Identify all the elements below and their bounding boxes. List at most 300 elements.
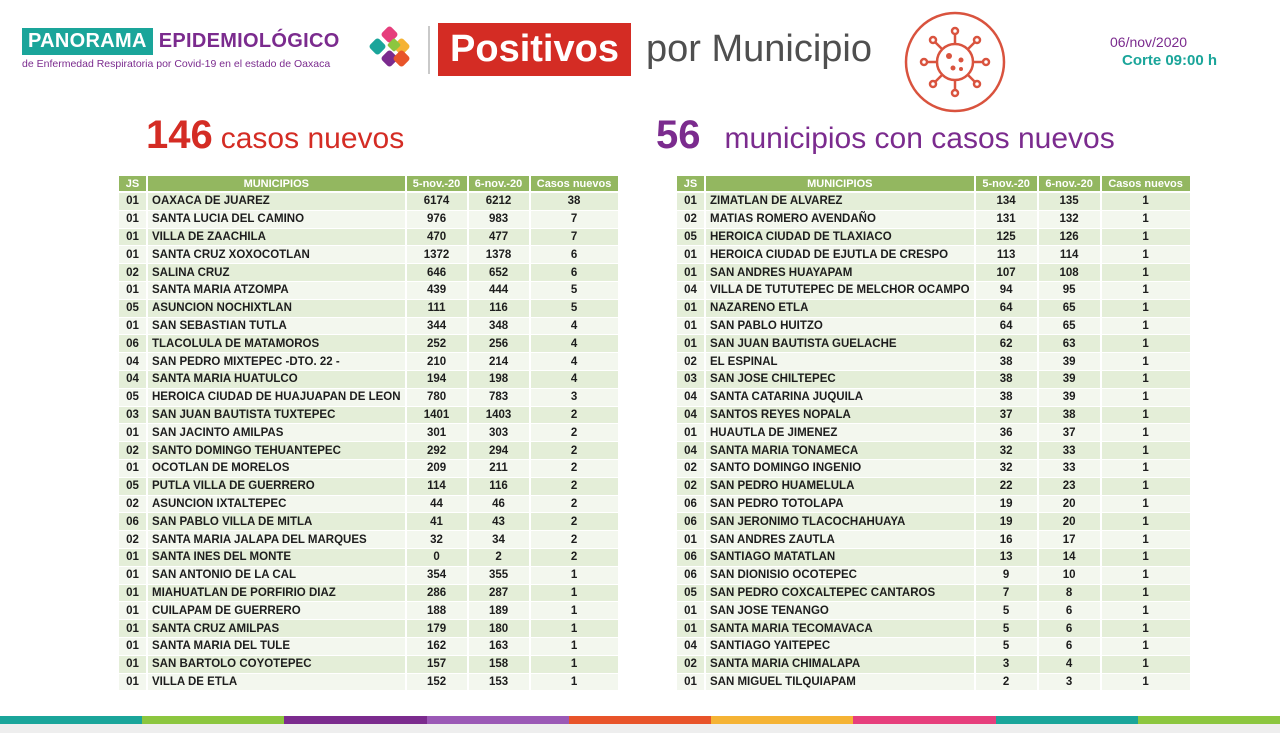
- js-cell: 01: [677, 300, 706, 318]
- new-cases-cell: 2: [531, 549, 620, 567]
- new-cases-cell: 1: [1102, 496, 1192, 514]
- new-cases-cell: 5: [531, 282, 620, 300]
- new-cases-cell: 7: [531, 229, 620, 247]
- municipio-cell: SAN JERONIMO TLACOCHAHUAYA: [706, 513, 976, 531]
- js-cell: 02: [677, 478, 706, 496]
- table-row: [677, 478, 1192, 496]
- municipio-cell: SANTA MARIA DEL TULE: [148, 638, 407, 656]
- new-cases-cell: 1: [1102, 193, 1192, 211]
- new-cases-cell: 2: [531, 460, 620, 478]
- column-header: JS: [119, 176, 148, 193]
- left-table-body: [119, 193, 620, 691]
- municipio-cell: EL ESPINAL: [706, 353, 976, 371]
- nov6-cell: 33: [1039, 442, 1102, 460]
- new-cases-cell: 1: [1102, 585, 1192, 603]
- nov6-cell: 3: [1039, 674, 1102, 692]
- nov5-cell: 252: [407, 335, 469, 353]
- new-cases-cell: 1: [1102, 567, 1192, 585]
- nov5-cell: 32: [407, 531, 469, 549]
- nov6-cell: 20: [1039, 513, 1102, 531]
- js-cell: 05: [119, 478, 148, 496]
- nov6-cell: 6: [1039, 602, 1102, 620]
- nov6-cell: 33: [1039, 460, 1102, 478]
- nov6-cell: 116: [469, 300, 531, 318]
- table-row: [119, 496, 620, 514]
- column-header: 6-nov.-20: [1039, 176, 1102, 193]
- nov5-cell: 210: [407, 353, 469, 371]
- js-cell: 01: [119, 318, 148, 336]
- municipio-cell: SAN JOSE TENANGO: [706, 602, 976, 620]
- table-row: [119, 407, 620, 425]
- table-row: [677, 638, 1192, 656]
- js-cell: 04: [677, 389, 706, 407]
- kpi-new-cases-number: 146: [146, 113, 213, 157]
- municipio-cell: SAN JACINTO AMILPAS: [148, 424, 407, 442]
- nov6-cell: 6212: [469, 193, 531, 211]
- js-cell: 01: [119, 193, 148, 211]
- municipio-cell: MIAHUATLAN DE PORFIRIO DIAZ: [148, 585, 407, 603]
- band-segment: [142, 716, 284, 724]
- municipio-cell: HEROICA CIUDAD DE HUAJUAPAN DE LEON: [148, 389, 407, 407]
- band-segment: [284, 716, 426, 724]
- new-cases-cell: 1: [1102, 246, 1192, 264]
- municipio-cell: SAN PEDRO MIXTEPEC -DTO. 22 -: [148, 353, 407, 371]
- nov5-cell: 113: [976, 246, 1039, 264]
- kpi-municipalities: [656, 113, 1115, 158]
- table-row: [677, 318, 1192, 336]
- new-cases-cell: 2: [531, 407, 620, 425]
- municipio-cell: NAZARENO ETLA: [706, 300, 976, 318]
- nov6-cell: 39: [1039, 389, 1102, 407]
- new-cases-cell: 1: [1102, 335, 1192, 353]
- nov6-cell: 116: [469, 478, 531, 496]
- table-row: [119, 353, 620, 371]
- js-cell: 01: [677, 531, 706, 549]
- municipio-cell: SANTO DOMINGO TEHUANTEPEC: [148, 442, 407, 460]
- municipio-cell: SANTA MARIA JALAPA DEL MARQUES: [148, 531, 407, 549]
- js-cell: 05: [677, 229, 706, 247]
- band-segment: [0, 716, 142, 724]
- table-row: [119, 246, 620, 264]
- nov5-cell: 162: [407, 638, 469, 656]
- new-cases-cell: 1: [531, 638, 620, 656]
- nov5-cell: 41: [407, 513, 469, 531]
- table-row: [677, 620, 1192, 638]
- municipio-cell: VILLA DE ETLA: [148, 674, 407, 692]
- js-cell: 04: [119, 353, 148, 371]
- new-cases-cell: 1: [1102, 229, 1192, 247]
- header-divider: [428, 26, 430, 74]
- table-row: [119, 193, 620, 211]
- new-cases-cell: 1: [1102, 531, 1192, 549]
- nov5-cell: 5: [976, 620, 1039, 638]
- nov6-cell: 108: [1039, 264, 1102, 282]
- nov6-cell: 23: [1039, 478, 1102, 496]
- column-header: 6-nov.-20: [469, 176, 531, 193]
- municipio-cell: SAN JOSE CHILTEPEC: [706, 371, 976, 389]
- municipio-cell: SANTIAGO YAITEPEC: [706, 638, 976, 656]
- js-cell: 03: [677, 371, 706, 389]
- municipio-cell: ASUNCION NOCHIXTLAN: [148, 300, 407, 318]
- kpi-new-cases-label: casos nuevos: [220, 122, 405, 155]
- js-cell: 04: [119, 371, 148, 389]
- table-header-row: [677, 176, 1192, 193]
- municipio-cell: SAN PEDRO HUAMELULA: [706, 478, 976, 496]
- municipio-cell: SANTA MARIA ATZOMPA: [148, 282, 407, 300]
- nov5-cell: 1372: [407, 246, 469, 264]
- new-cases-cell: 1: [1102, 389, 1192, 407]
- municipio-cell: SANTA CRUZ XOXOCOTLAN: [148, 246, 407, 264]
- new-cases-cell: 1: [1102, 460, 1192, 478]
- municipio-cell: OAXACA DE JUAREZ: [148, 193, 407, 211]
- nov6-cell: 63: [1039, 335, 1102, 353]
- js-cell: 06: [677, 496, 706, 514]
- nov5-cell: 64: [976, 318, 1039, 336]
- nov6-cell: 348: [469, 318, 531, 336]
- table-row: [119, 567, 620, 585]
- new-cases-cell: 1: [1102, 620, 1192, 638]
- new-cases-cell: 4: [531, 353, 620, 371]
- page-title: por Municipio: [646, 28, 872, 70]
- js-cell: 01: [119, 282, 148, 300]
- table-row: [677, 353, 1192, 371]
- js-cell: 01: [677, 318, 706, 336]
- table-row: [119, 442, 620, 460]
- table-row: [119, 620, 620, 638]
- nov5-cell: 9: [976, 567, 1039, 585]
- nov6-cell: 20: [1039, 496, 1102, 514]
- js-cell: 01: [677, 193, 706, 211]
- brand-logo-icon: [369, 26, 417, 74]
- nov6-cell: 158: [469, 656, 531, 674]
- nov5-cell: 209: [407, 460, 469, 478]
- new-cases-cell: 2: [531, 531, 620, 549]
- js-cell: 02: [119, 496, 148, 514]
- column-header: MUNICIPIOS: [148, 176, 407, 193]
- js-cell: 01: [677, 335, 706, 353]
- js-cell: 02: [677, 353, 706, 371]
- nov5-cell: 194: [407, 371, 469, 389]
- table-row: [119, 602, 620, 620]
- nov6-cell: 303: [469, 424, 531, 442]
- municipio-cell: PUTLA VILLA DE GUERRERO: [148, 478, 407, 496]
- table-row: [119, 211, 620, 229]
- table-row: [119, 389, 620, 407]
- nov6-cell: 1378: [469, 246, 531, 264]
- nov6-cell: 38: [1039, 407, 1102, 425]
- municipio-cell: SAN ANTONIO DE LA CAL: [148, 567, 407, 585]
- new-cases-cell: 5: [531, 300, 620, 318]
- column-header: MUNICIPIOS: [706, 176, 976, 193]
- nov5-cell: 19: [976, 496, 1039, 514]
- js-cell: 02: [119, 442, 148, 460]
- new-cases-cell: 1: [1102, 638, 1192, 656]
- municipio-cell: SAN SEBASTIAN TUTLA: [148, 318, 407, 336]
- table-row: [677, 211, 1192, 229]
- js-cell: 06: [677, 567, 706, 585]
- nov6-cell: 65: [1039, 318, 1102, 336]
- table-row: [119, 460, 620, 478]
- bottom-color-band: [0, 716, 1280, 724]
- nov5-cell: 107: [976, 264, 1039, 282]
- new-cases-cell: 7: [531, 211, 620, 229]
- new-cases-cell: 1: [531, 602, 620, 620]
- municipio-cell: SANTO DOMINGO INGENIO: [706, 460, 976, 478]
- js-cell: 04: [677, 407, 706, 425]
- new-cases-cell: 1: [1102, 478, 1192, 496]
- js-cell: 01: [119, 229, 148, 247]
- new-cases-cell: 6: [531, 264, 620, 282]
- new-cases-cell: 2: [531, 442, 620, 460]
- right-table: [677, 176, 1192, 691]
- nov5-cell: 125: [976, 229, 1039, 247]
- municipio-cell: HEROICA CIUDAD DE TLAXIACO: [706, 229, 976, 247]
- new-cases-cell: 2: [531, 424, 620, 442]
- nov6-cell: 256: [469, 335, 531, 353]
- nov6-cell: 114: [1039, 246, 1102, 264]
- table-row: [119, 531, 620, 549]
- js-cell: 01: [119, 585, 148, 603]
- column-header: JS: [677, 176, 706, 193]
- js-cell: 05: [119, 300, 148, 318]
- municipio-cell: SAN ANDRES ZAUTLA: [706, 531, 976, 549]
- nov6-cell: 189: [469, 602, 531, 620]
- nov5-cell: 37: [976, 407, 1039, 425]
- band-segment: [427, 716, 569, 724]
- municipio-cell: SAN JUAN BAUTISTA GUELACHE: [706, 335, 976, 353]
- nov5-cell: 286: [407, 585, 469, 603]
- new-cases-cell: 1: [1102, 371, 1192, 389]
- band-segment: [711, 716, 853, 724]
- new-cases-cell: 1: [1102, 211, 1192, 229]
- table-row: [119, 282, 620, 300]
- new-cases-cell: 1: [1102, 282, 1192, 300]
- js-cell: 05: [119, 389, 148, 407]
- municipio-cell: SAN MIGUEL TILQUIAPAM: [706, 674, 976, 692]
- js-cell: 02: [677, 460, 706, 478]
- municipio-cell: ZIMATLAN DE ALVAREZ: [706, 193, 976, 211]
- municipio-cell: SALINA CRUZ: [148, 264, 407, 282]
- js-cell: 04: [677, 442, 706, 460]
- municipio-cell: SANTA CATARINA JUQUILA: [706, 389, 976, 407]
- table-row: [677, 442, 1192, 460]
- nov6-cell: 287: [469, 585, 531, 603]
- nov6-cell: 37: [1039, 424, 1102, 442]
- nov5-cell: 94: [976, 282, 1039, 300]
- js-cell: 01: [677, 264, 706, 282]
- new-cases-cell: 1: [531, 585, 620, 603]
- table-row: [677, 549, 1192, 567]
- nov5-cell: 1401: [407, 407, 469, 425]
- table-row: [677, 282, 1192, 300]
- table-row: [677, 246, 1192, 264]
- virus-icon: [903, 10, 1007, 114]
- nov6-cell: 211: [469, 460, 531, 478]
- new-cases-cell: 3: [531, 389, 620, 407]
- new-cases-cell: 1: [1102, 407, 1192, 425]
- nov6-cell: 180: [469, 620, 531, 638]
- nov6-cell: 95: [1039, 282, 1102, 300]
- municipio-cell: SANTA MARIA TONAMECA: [706, 442, 976, 460]
- nov6-cell: 355: [469, 567, 531, 585]
- new-cases-cell: 1: [1102, 656, 1192, 674]
- js-cell: 01: [119, 424, 148, 442]
- js-cell: 01: [119, 638, 148, 656]
- municipio-cell: SANTOS REYES NOPALA: [706, 407, 976, 425]
- new-cases-cell: 1: [531, 674, 620, 692]
- new-cases-cell: 1: [1102, 513, 1192, 531]
- municipio-cell: MATIAS ROMERO AVENDAÑO: [706, 211, 976, 229]
- new-cases-cell: 4: [531, 318, 620, 336]
- table-row: [677, 513, 1192, 531]
- table-row: [677, 531, 1192, 549]
- new-cases-cell: 1: [1102, 442, 1192, 460]
- new-cases-cell: 2: [531, 478, 620, 496]
- nov6-cell: 983: [469, 211, 531, 229]
- nov5-cell: 32: [976, 442, 1039, 460]
- nov5-cell: 131: [976, 211, 1039, 229]
- js-cell: 01: [677, 602, 706, 620]
- table-row: [119, 229, 620, 247]
- nov5-cell: 344: [407, 318, 469, 336]
- table-row: [677, 424, 1192, 442]
- nov5-cell: 38: [976, 371, 1039, 389]
- table-row: [119, 656, 620, 674]
- nov5-cell: 38: [976, 389, 1039, 407]
- js-cell: 05: [677, 585, 706, 603]
- nov5-cell: 6174: [407, 193, 469, 211]
- municipio-cell: SANTA MARIA CHIMALAPA: [706, 656, 976, 674]
- municipio-cell: SANTA INES DEL MONTE: [148, 549, 407, 567]
- js-cell: 06: [677, 513, 706, 531]
- municipio-cell: HUAUTLA DE JIMENEZ: [706, 424, 976, 442]
- table-row: [119, 300, 620, 318]
- band-segment: [1138, 716, 1280, 724]
- nov6-cell: 477: [469, 229, 531, 247]
- new-cases-cell: 1: [531, 656, 620, 674]
- right-table-body: [677, 193, 1192, 691]
- table-row: [677, 407, 1192, 425]
- nov5-cell: 780: [407, 389, 469, 407]
- nov6-cell: 1403: [469, 407, 531, 425]
- nov6-cell: 126: [1039, 229, 1102, 247]
- nov5-cell: 22: [976, 478, 1039, 496]
- new-cases-cell: 1: [1102, 300, 1192, 318]
- table-row: [677, 300, 1192, 318]
- js-cell: 01: [119, 549, 148, 567]
- nov5-cell: 3: [976, 656, 1039, 674]
- table-header-row: [119, 176, 620, 193]
- nov5-cell: 646: [407, 264, 469, 282]
- nov6-cell: 14: [1039, 549, 1102, 567]
- nov6-cell: 132: [1039, 211, 1102, 229]
- table-row: [677, 229, 1192, 247]
- column-header: Casos nuevos: [531, 176, 620, 193]
- report-cutoff: Corte 09:00 h: [1122, 52, 1218, 69]
- table-row: [677, 193, 1192, 211]
- nov5-cell: 188: [407, 602, 469, 620]
- band-segment: [853, 716, 995, 724]
- js-cell: 04: [677, 282, 706, 300]
- js-cell: 06: [119, 513, 148, 531]
- nov5-cell: 0: [407, 549, 469, 567]
- nov5-cell: 354: [407, 567, 469, 585]
- js-cell: 02: [119, 531, 148, 549]
- nov6-cell: 39: [1039, 353, 1102, 371]
- municipio-cell: ASUNCION IXTALTEPEC: [148, 496, 407, 514]
- municipio-cell: VILLA DE ZAACHILA: [148, 229, 407, 247]
- table-row: [119, 371, 620, 389]
- new-cases-cell: 1: [1102, 353, 1192, 371]
- js-cell: 02: [677, 656, 706, 674]
- new-cases-cell: 1: [531, 620, 620, 638]
- nov5-cell: 134: [976, 193, 1039, 211]
- nov5-cell: 62: [976, 335, 1039, 353]
- column-header: 5-nov.-20: [976, 176, 1039, 193]
- nov6-cell: 34: [469, 531, 531, 549]
- table-row: [677, 674, 1192, 692]
- brand-title-epidemiologico: EPIDEMIOLÓGICO: [158, 29, 340, 52]
- nov5-cell: 64: [976, 300, 1039, 318]
- band-segment: [996, 716, 1138, 724]
- table-row: [677, 389, 1192, 407]
- nov6-cell: 6: [1039, 620, 1102, 638]
- table-row: [677, 585, 1192, 603]
- municipio-cell: HEROICA CIUDAD DE EJUTLA DE CRESPO: [706, 246, 976, 264]
- nov6-cell: 135: [1039, 193, 1102, 211]
- table-row: [119, 585, 620, 603]
- table-row: [119, 513, 620, 531]
- nov6-cell: 153: [469, 674, 531, 692]
- nov5-cell: 2: [976, 674, 1039, 692]
- nov5-cell: 152: [407, 674, 469, 692]
- js-cell: 01: [119, 211, 148, 229]
- municipio-cell: OCOTLAN DE MORELOS: [148, 460, 407, 478]
- js-cell: 01: [119, 656, 148, 674]
- nov5-cell: 38: [976, 353, 1039, 371]
- nov6-cell: 198: [469, 371, 531, 389]
- nov5-cell: 976: [407, 211, 469, 229]
- kpi-municipalities-number: 56: [656, 113, 701, 157]
- nov6-cell: 39: [1039, 371, 1102, 389]
- nov6-cell: 4: [1039, 656, 1102, 674]
- nov6-cell: 46: [469, 496, 531, 514]
- js-cell: 06: [677, 549, 706, 567]
- js-cell: 03: [119, 407, 148, 425]
- nov6-cell: 8: [1039, 585, 1102, 603]
- new-cases-cell: 1: [1102, 424, 1192, 442]
- table-row: [119, 424, 620, 442]
- table-row: [677, 602, 1192, 620]
- table-row: [119, 478, 620, 496]
- nov6-cell: 6: [1039, 638, 1102, 656]
- municipio-cell: SAN ANDRES HUAYAPAM: [706, 264, 976, 282]
- nov5-cell: 292: [407, 442, 469, 460]
- nov6-cell: 294: [469, 442, 531, 460]
- nov6-cell: 783: [469, 389, 531, 407]
- js-cell: 01: [677, 424, 706, 442]
- municipio-cell: SAN JUAN BAUTISTA TUXTEPEC: [148, 407, 407, 425]
- municipio-cell: SAN PEDRO TOTOLAPA: [706, 496, 976, 514]
- js-cell: 01: [119, 620, 148, 638]
- municipio-cell: SAN PEDRO COXCALTEPEC CANTAROS: [706, 585, 976, 603]
- municipio-cell: SANTA MARIA HUATULCO: [148, 371, 407, 389]
- table-row: [119, 335, 620, 353]
- brand-block: [22, 26, 340, 70]
- table-row: [677, 264, 1192, 282]
- nov6-cell: 444: [469, 282, 531, 300]
- js-cell: 01: [119, 674, 148, 692]
